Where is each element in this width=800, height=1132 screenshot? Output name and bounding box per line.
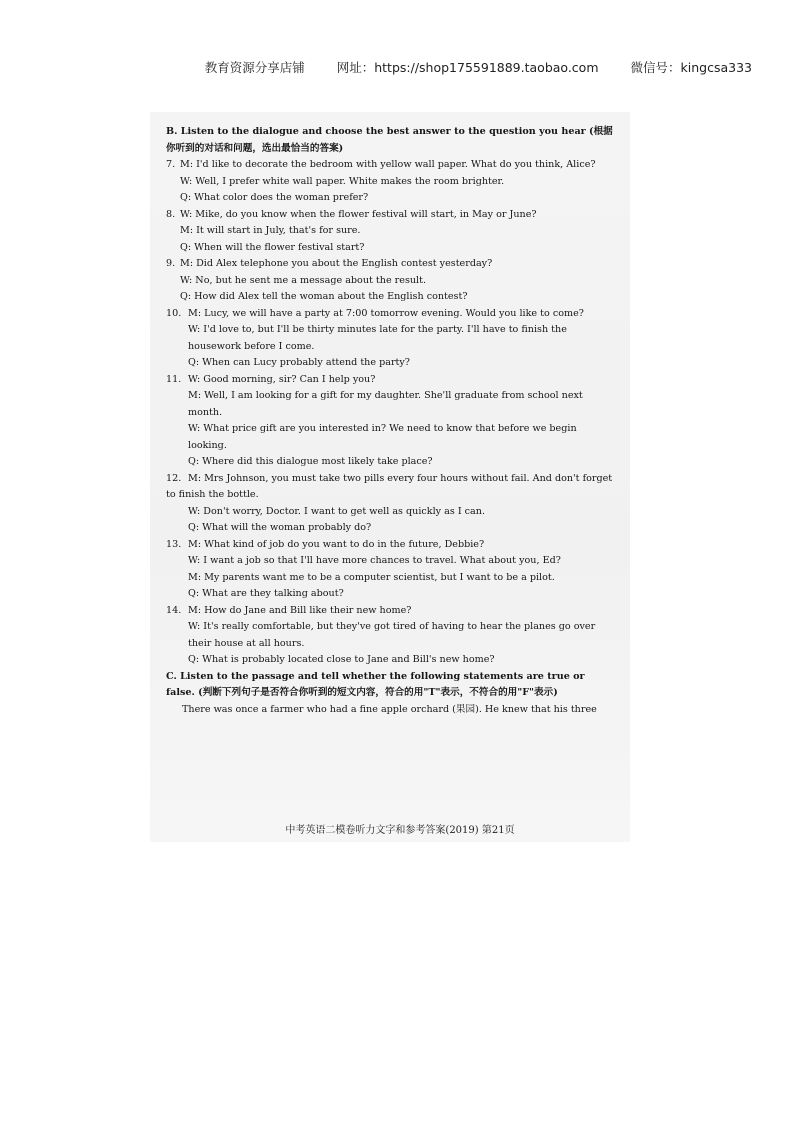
dialogue-line (166, 273, 614, 290)
dialogue-line-first (166, 537, 614, 554)
dialogue-number: 12. (166, 472, 182, 484)
section-c-title: C. Listen to the passage and tell whether the following statements are true or false. (判断下列句子是否符合你听到的短文内容，符合的用"T"表示，不符合的用"F"表示) (166, 670, 585, 698)
dialogue-text: M: Lucy, we will have a party at 7:00 tomorrow evening. Would you like to come? (188, 307, 584, 319)
dialogue-line (166, 586, 614, 603)
dialogue-number: 13. (166, 538, 182, 550)
dialogue-number: 9. (166, 258, 176, 269)
dialogue-text: Q: What are they talking about? (188, 588, 344, 599)
dialogue-text: Q: When will the flower festival start? (180, 241, 365, 253)
dialogue-line (166, 223, 614, 240)
dialogue-line-first (166, 157, 614, 174)
dialogue-text: W: Mike, do you know when the flower festival will start, in May or June? (180, 208, 537, 220)
dialogue-text: M: I'd like to decorate the bedroom with yellow wall paper. What do you think, Alice? (180, 159, 596, 170)
dialogue-text: W: Don't worry, Doctor. I want to get well as quickly as I can. (188, 505, 485, 517)
page-footer: 中考英语二模卷听力文字和参考答案(2019) 第21页 (285, 825, 515, 836)
dialogue-line (166, 355, 614, 372)
dialogue-line (166, 454, 614, 471)
dialogue-line (166, 190, 614, 207)
dialogue-line (166, 240, 614, 257)
dialogue-number: 11. (166, 373, 182, 385)
dialogue-text: W: It's really comfortable, but they've got tired of having to hear the planes go over their house at all hours. (188, 621, 596, 649)
dialogue-line-first (166, 306, 614, 323)
dialogue-line (166, 421, 614, 454)
dialogue-text: Q: What will the woman probably do? (188, 522, 372, 533)
dialogue-line (166, 652, 614, 669)
wechat-label: 微信号： (630, 60, 681, 75)
dialogue-line (166, 619, 614, 652)
dialogue-line-first (166, 207, 614, 224)
dialogue-text: M: Mrs Johnson, you must take two pills every four hours without fail. And don't forget to finish the bottle. (166, 472, 613, 500)
url-label: 网址： (336, 60, 375, 75)
dialogue-text: W: No, but he sent me a message about the result. (180, 274, 427, 286)
dialogue-number: 8. (166, 208, 176, 220)
dialogue-line-first (166, 256, 614, 273)
dialogue-text: M: My parents want me to be a computer scientist, but I want to be a pilot. (188, 571, 555, 583)
passage-first-line: There was once a farmer who had a fine apple orchard (果园). He knew that his three (182, 703, 597, 715)
shop-url: https://shop175591889.taobao.com (374, 60, 599, 75)
scanned-page-content (166, 124, 614, 718)
dialogue-line (166, 289, 614, 306)
dialogue-line (166, 322, 614, 355)
dialogue-line (166, 570, 614, 587)
wechat-id: kingcsa333 (680, 60, 752, 75)
section-b-title: B. Listen to the dialogue and choose the best answer to the question you hear (根据你听到的对话和问题，选出最恰当的答案) (166, 126, 613, 154)
page-header (0, 58, 800, 76)
dialogue-line (166, 174, 614, 191)
dialogue-text: Q: How did Alex tell the woman about the English contest? (180, 291, 468, 302)
dialogue-text: W: Well, I prefer white wall paper. White makes the room brighter. (180, 175, 505, 187)
dialogue-line (166, 520, 614, 537)
dialogue-line-first (166, 603, 614, 620)
dialogue-text: W: Good morning, sir? Can I help you? (188, 373, 376, 385)
dialogue-text: W: I'd love to, but I'll be thirty minutes late for the party. I'll have to finish the housework before I come. (188, 324, 567, 352)
dialogue-text: M: How do Jane and Bill like their new home? (188, 604, 412, 616)
dialogue-text: M: Did Alex telephone you about the English contest yesterday? (180, 258, 493, 269)
shop-name: 教育资源分享店铺 (204, 60, 305, 75)
dialogue-line-first (166, 372, 614, 389)
dialogue-text: M: It will start in July, that's for sure. (180, 225, 361, 236)
dialogue-line (166, 553, 614, 570)
dialogue-line (166, 504, 614, 521)
dialogue-number: 10. (166, 307, 182, 319)
dialogue-text: Q: Where did this dialogue most likely take place? (188, 456, 433, 467)
dialogue-text: Q: What is probably located close to Jane and Bill's new home? (188, 654, 495, 665)
dialogue-text: M: Well, I am looking for a gift for my daughter. She'll graduate from school next month. (188, 390, 583, 418)
dialogue-text: M: What kind of job do you want to do in the future, Debbie? (188, 538, 485, 550)
dialogue-number: 14. (166, 604, 182, 616)
dialogue-text: W: What price gift are you interested in? We need to know that before we begin looking. (188, 423, 577, 451)
dialogue-text: W: I want a job so that I'll have more chances to travel. What about you, Ed? (188, 555, 561, 566)
dialogue-line-first (166, 471, 614, 504)
dialogue-line (166, 388, 614, 421)
dialogue-text: Q: When can Lucy probably attend the party? (188, 357, 410, 368)
dialogue-number: 7. (166, 159, 176, 170)
dialogue-list (166, 157, 614, 669)
dialogue-text: Q: What color does the woman prefer? (180, 192, 369, 203)
